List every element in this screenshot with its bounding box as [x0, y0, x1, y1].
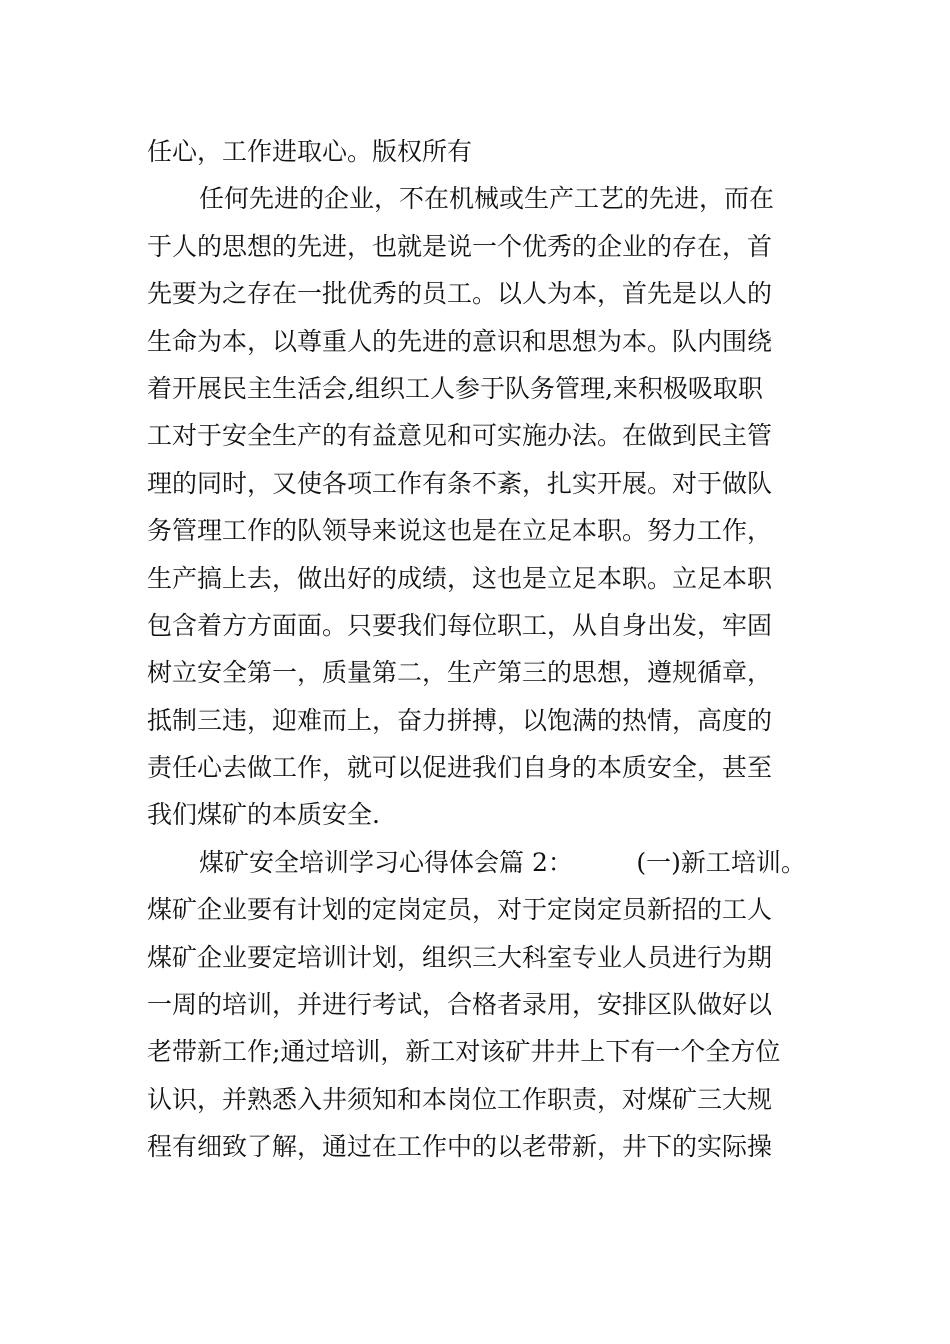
text-line: 煤矿安全培训学习心得体会篇 2： (一)新工培训。: [199, 847, 806, 877]
text-line: 生产搞上去，做出好的成绩，这也是立足本职。立足本职: [147, 563, 773, 593]
text-line: 一周的培训，并进行考试，合格者录用，安排区队做好以: [147, 990, 773, 1020]
text-line: 先要为之存在一批优秀的员工。以人为本，首先是以人的: [147, 279, 773, 309]
text-line: 包含着方方面面。只要我们每位职工，从自身出发，牢固: [147, 610, 773, 640]
text-line: 我们煤矿的本质安全.: [147, 800, 380, 830]
text-line: 任何先进的企业，不在机械或生产工艺的先进，而在: [199, 184, 775, 214]
text-line: 煤矿企业要有计划的定岗定员，对于定岗定员新招的工人: [147, 895, 773, 925]
text-line: 理的同时，又使各项工作有条不紊，扎实开展。对于做队: [147, 468, 773, 498]
text-line: 老带新工作;通过培训，新工对该矿井井上下有一个全方位: [147, 1037, 781, 1067]
text-line: 工对于安全生产的有益意见和可实施办法。在做到民主管: [147, 421, 773, 451]
text-line: 程有细致了解，通过在工作中的以老带新，井下的实际操: [147, 1132, 773, 1162]
text-line: 着开展民主生活会,组织工人参于队务管理,来积极吸取职: [147, 373, 763, 403]
text-line: 生命为本，以尊重人的先进的意识和思想为本。队内围绕: [147, 326, 773, 356]
text-line: 抵制三违，迎难而上，奋力拼搏，以饱满的热情，高度的: [147, 705, 773, 735]
text-line: 任心，工作进取心。版权所有: [147, 137, 473, 166]
text-line: 树立安全第一，质量第二，生产第三的思想，遵规循章，: [147, 658, 773, 688]
text-line: 务管理工作的队领导来说这也是在立足本职。努力工作，: [147, 516, 773, 546]
text-line: 煤矿企业要定培训计划，组织三大科室专业人员进行为期: [147, 942, 773, 972]
text-line: 于人的思想的先进，也就是说一个优秀的企业的存在，首: [147, 231, 773, 261]
document-body: [147, 128, 807, 1171]
text-line: 责任心去做工作，就可以促进我们自身的本质安全，甚至: [147, 753, 773, 783]
text-line: 认识，并熟悉入井须知和本岗位工作职责，对煤矿三大规: [147, 1084, 773, 1114]
